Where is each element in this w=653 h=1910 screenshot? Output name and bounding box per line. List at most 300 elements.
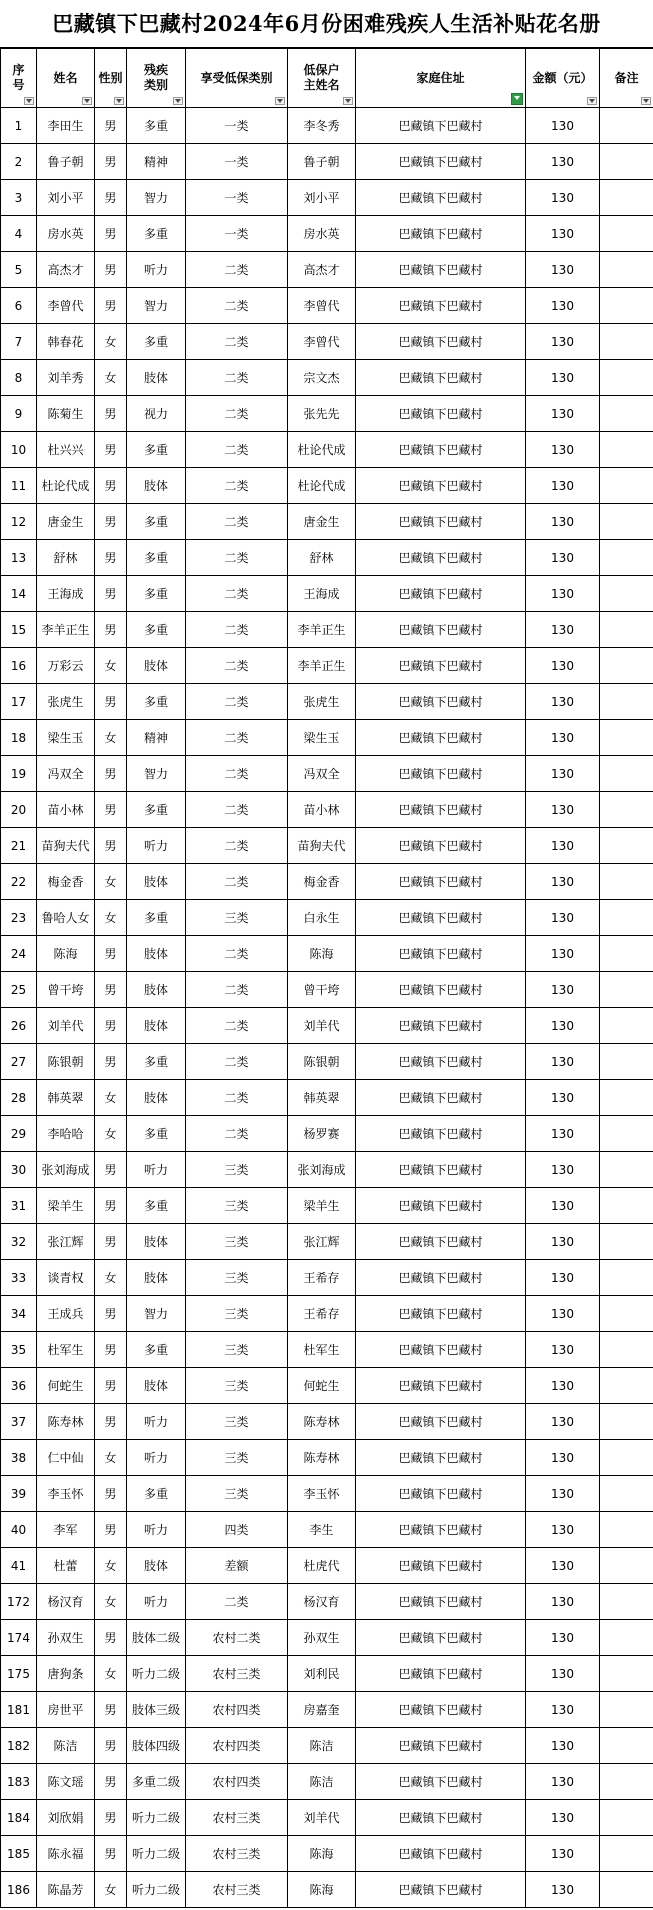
cell-amount[interactable]: 130	[526, 1440, 600, 1476]
cell-remarks[interactable]	[600, 504, 653, 540]
cell-remarks[interactable]	[600, 1512, 653, 1548]
cell-address[interactable]: 巴藏镇下巴藏村	[356, 1116, 526, 1152]
cell-allowance-type[interactable]: 差额	[186, 1548, 288, 1584]
cell-household-head[interactable]: 杜论代成	[288, 432, 356, 468]
cell-allowance-type[interactable]: 二类	[186, 432, 288, 468]
cell-name[interactable]: 何蛇生	[37, 1368, 95, 1404]
cell-gender[interactable]: 女	[95, 324, 127, 360]
cell-seq[interactable]: 4	[1, 216, 37, 252]
cell-amount[interactable]: 130	[526, 1260, 600, 1296]
cell-amount[interactable]: 130	[526, 1872, 600, 1908]
cell-name[interactable]: 杜蕾	[37, 1548, 95, 1584]
col-header-remarks[interactable]: 备注	[600, 49, 653, 108]
cell-address[interactable]: 巴藏镇下巴藏村	[356, 1440, 526, 1476]
cell-gender[interactable]: 男	[95, 1296, 127, 1332]
filter-dropdown-icon[interactable]	[641, 97, 651, 105]
cell-remarks[interactable]	[600, 1080, 653, 1116]
cell-remarks[interactable]	[600, 180, 653, 216]
cell-name[interactable]: 冯双全	[37, 756, 95, 792]
cell-gender[interactable]: 女	[95, 1548, 127, 1584]
cell-remarks[interactable]	[600, 1116, 653, 1152]
cell-name[interactable]: 李曾代	[37, 288, 95, 324]
cell-remarks[interactable]	[600, 1548, 653, 1584]
cell-disability[interactable]: 听力	[127, 1404, 186, 1440]
cell-seq[interactable]: 21	[1, 828, 37, 864]
cell-name[interactable]: 谈青权	[37, 1260, 95, 1296]
cell-household-head[interactable]: 何蛇生	[288, 1368, 356, 1404]
cell-address[interactable]: 巴藏镇下巴藏村	[356, 1764, 526, 1800]
cell-allowance-type[interactable]: 一类	[186, 108, 288, 144]
cell-name[interactable]: 房世平	[37, 1692, 95, 1728]
cell-household-head[interactable]: 曾干垮	[288, 972, 356, 1008]
cell-name[interactable]: 万彩云	[37, 648, 95, 684]
cell-gender[interactable]: 男	[95, 1404, 127, 1440]
cell-disability[interactable]: 多重	[127, 1476, 186, 1512]
cell-allowance-type[interactable]: 二类	[186, 468, 288, 504]
cell-gender[interactable]: 女	[95, 900, 127, 936]
cell-amount[interactable]: 130	[526, 756, 600, 792]
cell-address[interactable]: 巴藏镇下巴藏村	[356, 684, 526, 720]
cell-seq[interactable]: 8	[1, 360, 37, 396]
cell-name[interactable]: 鲁子朝	[37, 144, 95, 180]
active-filter-icon[interactable]	[511, 93, 523, 105]
cell-household-head[interactable]: 杜论代成	[288, 468, 356, 504]
cell-gender[interactable]: 男	[95, 1512, 127, 1548]
cell-seq[interactable]: 174	[1, 1620, 37, 1656]
cell-gender[interactable]: 女	[95, 1584, 127, 1620]
cell-amount[interactable]: 130	[526, 468, 600, 504]
cell-household-head[interactable]: 苗小林	[288, 792, 356, 828]
cell-allowance-type[interactable]: 二类	[186, 792, 288, 828]
cell-amount[interactable]: 130	[526, 1116, 600, 1152]
cell-allowance-type[interactable]: 农村二类	[186, 1620, 288, 1656]
cell-address[interactable]: 巴藏镇下巴藏村	[356, 720, 526, 756]
cell-remarks[interactable]	[600, 1296, 653, 1332]
cell-household-head[interactable]: 张虎生	[288, 684, 356, 720]
cell-seq[interactable]: 25	[1, 972, 37, 1008]
cell-seq[interactable]: 26	[1, 1008, 37, 1044]
cell-name[interactable]: 唐金生	[37, 504, 95, 540]
cell-disability[interactable]: 听力	[127, 1512, 186, 1548]
cell-remarks[interactable]	[600, 360, 653, 396]
cell-seq[interactable]: 13	[1, 540, 37, 576]
cell-address[interactable]: 巴藏镇下巴藏村	[356, 972, 526, 1008]
cell-name[interactable]: 梁生玉	[37, 720, 95, 756]
cell-seq[interactable]: 17	[1, 684, 37, 720]
cell-name[interactable]: 杜论代成	[37, 468, 95, 504]
cell-household-head[interactable]: 陈海	[288, 1872, 356, 1908]
cell-disability[interactable]: 肢体	[127, 936, 186, 972]
cell-name[interactable]: 唐狗条	[37, 1656, 95, 1692]
cell-amount[interactable]: 130	[526, 1080, 600, 1116]
cell-seq[interactable]: 39	[1, 1476, 37, 1512]
filter-dropdown-icon[interactable]	[82, 97, 92, 105]
cell-household-head[interactable]: 王希存	[288, 1260, 356, 1296]
cell-remarks[interactable]	[600, 792, 653, 828]
cell-seq[interactable]: 16	[1, 648, 37, 684]
cell-disability[interactable]: 听力	[127, 1152, 186, 1188]
cell-household-head[interactable]: 杜虎代	[288, 1548, 356, 1584]
cell-seq[interactable]: 19	[1, 756, 37, 792]
cell-remarks[interactable]	[600, 1656, 653, 1692]
cell-gender[interactable]: 男	[95, 288, 127, 324]
cell-seq[interactable]: 11	[1, 468, 37, 504]
cell-allowance-type[interactable]: 二类	[186, 828, 288, 864]
cell-household-head[interactable]: 刘羊代	[288, 1008, 356, 1044]
cell-amount[interactable]: 130	[526, 1404, 600, 1440]
cell-amount[interactable]: 130	[526, 1692, 600, 1728]
cell-gender[interactable]: 女	[95, 1656, 127, 1692]
cell-remarks[interactable]	[600, 612, 653, 648]
cell-seq[interactable]: 18	[1, 720, 37, 756]
cell-seq[interactable]: 181	[1, 1692, 37, 1728]
cell-remarks[interactable]	[600, 1476, 653, 1512]
cell-seq[interactable]: 34	[1, 1296, 37, 1332]
cell-seq[interactable]: 15	[1, 612, 37, 648]
cell-address[interactable]: 巴藏镇下巴藏村	[356, 108, 526, 144]
cell-household-head[interactable]: 李玉怀	[288, 1476, 356, 1512]
cell-remarks[interactable]	[600, 288, 653, 324]
cell-household-head[interactable]: 舒林	[288, 540, 356, 576]
cell-disability[interactable]: 多重	[127, 1116, 186, 1152]
cell-remarks[interactable]	[600, 1800, 653, 1836]
cell-seq[interactable]: 9	[1, 396, 37, 432]
cell-disability[interactable]: 智力	[127, 180, 186, 216]
cell-address[interactable]: 巴藏镇下巴藏村	[356, 216, 526, 252]
cell-allowance-type[interactable]: 三类	[186, 1332, 288, 1368]
cell-address[interactable]: 巴藏镇下巴藏村	[356, 468, 526, 504]
cell-address[interactable]: 巴藏镇下巴藏村	[356, 1080, 526, 1116]
cell-household-head[interactable]: 陈洁	[288, 1728, 356, 1764]
cell-household-head[interactable]: 张江辉	[288, 1224, 356, 1260]
cell-household-head[interactable]: 高杰才	[288, 252, 356, 288]
cell-address[interactable]: 巴藏镇下巴藏村	[356, 504, 526, 540]
cell-household-head[interactable]: 刘羊代	[288, 1800, 356, 1836]
cell-gender[interactable]: 女	[95, 360, 127, 396]
cell-remarks[interactable]	[600, 900, 653, 936]
cell-address[interactable]: 巴藏镇下巴藏村	[356, 1584, 526, 1620]
cell-address[interactable]: 巴藏镇下巴藏村	[356, 1008, 526, 1044]
cell-allowance-type[interactable]: 三类	[186, 1404, 288, 1440]
cell-allowance-type[interactable]: 二类	[186, 1080, 288, 1116]
cell-name[interactable]: 高杰才	[37, 252, 95, 288]
cell-amount[interactable]: 130	[526, 1728, 600, 1764]
cell-disability[interactable]: 肢体	[127, 864, 186, 900]
cell-remarks[interactable]	[600, 1332, 653, 1368]
cell-remarks[interactable]	[600, 1368, 653, 1404]
cell-gender[interactable]: 男	[95, 1764, 127, 1800]
cell-name[interactable]: 张虎生	[37, 684, 95, 720]
cell-name[interactable]: 刘欣娟	[37, 1800, 95, 1836]
cell-allowance-type[interactable]: 二类	[186, 360, 288, 396]
cell-address[interactable]: 巴藏镇下巴藏村	[356, 396, 526, 432]
cell-remarks[interactable]	[600, 1188, 653, 1224]
cell-disability[interactable]: 多重	[127, 684, 186, 720]
cell-household-head[interactable]: 冯双全	[288, 756, 356, 792]
cell-disability[interactable]: 肢体	[127, 648, 186, 684]
cell-name[interactable]: 陈寿林	[37, 1404, 95, 1440]
cell-gender[interactable]: 男	[95, 1836, 127, 1872]
cell-disability[interactable]: 肢体	[127, 468, 186, 504]
cell-allowance-type[interactable]: 二类	[186, 1008, 288, 1044]
cell-allowance-type[interactable]: 二类	[186, 540, 288, 576]
cell-allowance-type[interactable]: 三类	[186, 1368, 288, 1404]
cell-allowance-type[interactable]: 二类	[186, 864, 288, 900]
cell-gender[interactable]: 男	[95, 144, 127, 180]
cell-amount[interactable]: 130	[526, 900, 600, 936]
cell-address[interactable]: 巴藏镇下巴藏村	[356, 936, 526, 972]
cell-seq[interactable]: 33	[1, 1260, 37, 1296]
cell-allowance-type[interactable]: 二类	[186, 1044, 288, 1080]
cell-name[interactable]: 梅金香	[37, 864, 95, 900]
cell-disability[interactable]: 多重	[127, 504, 186, 540]
cell-name[interactable]: 杜兴兴	[37, 432, 95, 468]
cell-remarks[interactable]	[600, 648, 653, 684]
cell-seq[interactable]: 1	[1, 108, 37, 144]
cell-seq[interactable]: 6	[1, 288, 37, 324]
cell-amount[interactable]: 130	[526, 1296, 600, 1332]
cell-remarks[interactable]	[600, 432, 653, 468]
cell-allowance-type[interactable]: 二类	[186, 720, 288, 756]
cell-gender[interactable]: 女	[95, 720, 127, 756]
cell-amount[interactable]: 130	[526, 504, 600, 540]
cell-amount[interactable]: 130	[526, 1476, 600, 1512]
cell-seq[interactable]: 7	[1, 324, 37, 360]
cell-household-head[interactable]: 李曾代	[288, 324, 356, 360]
cell-name[interactable]: 陈海	[37, 936, 95, 972]
cell-household-head[interactable]: 杨罗赛	[288, 1116, 356, 1152]
cell-remarks[interactable]	[600, 576, 653, 612]
col-header-name[interactable]: 姓名	[37, 49, 95, 108]
cell-household-head[interactable]: 杨汉育	[288, 1584, 356, 1620]
cell-disability[interactable]: 多重	[127, 216, 186, 252]
cell-seq[interactable]: 22	[1, 864, 37, 900]
cell-amount[interactable]: 130	[526, 540, 600, 576]
col-header-amount[interactable]: 金额（元）	[526, 49, 600, 108]
col-header-household-head[interactable]: 低保户主姓名	[288, 49, 356, 108]
cell-allowance-type[interactable]: 一类	[186, 144, 288, 180]
cell-address[interactable]: 巴藏镇下巴藏村	[356, 576, 526, 612]
cell-amount[interactable]: 130	[526, 1224, 600, 1260]
cell-seq[interactable]: 20	[1, 792, 37, 828]
cell-amount[interactable]: 130	[526, 324, 600, 360]
cell-amount[interactable]: 130	[526, 1656, 600, 1692]
cell-gender[interactable]: 男	[95, 432, 127, 468]
cell-amount[interactable]: 130	[526, 648, 600, 684]
cell-name[interactable]: 刘小平	[37, 180, 95, 216]
cell-address[interactable]: 巴藏镇下巴藏村	[356, 864, 526, 900]
cell-gender[interactable]: 男	[95, 972, 127, 1008]
cell-disability[interactable]: 多重二级	[127, 1764, 186, 1800]
cell-disability[interactable]: 多重	[127, 432, 186, 468]
cell-name[interactable]: 刘羊代	[37, 1008, 95, 1044]
cell-allowance-type[interactable]: 二类	[186, 504, 288, 540]
cell-remarks[interactable]	[600, 1260, 653, 1296]
cell-allowance-type[interactable]: 三类	[186, 1476, 288, 1512]
cell-seq[interactable]: 38	[1, 1440, 37, 1476]
cell-address[interactable]: 巴藏镇下巴藏村	[356, 1296, 526, 1332]
cell-amount[interactable]: 130	[526, 1368, 600, 1404]
cell-remarks[interactable]	[600, 1584, 653, 1620]
cell-seq[interactable]: 24	[1, 936, 37, 972]
cell-amount[interactable]: 130	[526, 1548, 600, 1584]
filter-dropdown-icon[interactable]	[173, 97, 183, 105]
cell-address[interactable]: 巴藏镇下巴藏村	[356, 792, 526, 828]
cell-address[interactable]: 巴藏镇下巴藏村	[356, 1512, 526, 1548]
cell-address[interactable]: 巴藏镇下巴藏村	[356, 1044, 526, 1080]
cell-address[interactable]: 巴藏镇下巴藏村	[356, 252, 526, 288]
cell-household-head[interactable]: 陈银朝	[288, 1044, 356, 1080]
cell-name[interactable]: 李田生	[37, 108, 95, 144]
cell-gender[interactable]: 女	[95, 648, 127, 684]
cell-seq[interactable]: 186	[1, 1872, 37, 1908]
cell-disability[interactable]: 多重	[127, 1188, 186, 1224]
cell-household-head[interactable]: 梁羊生	[288, 1188, 356, 1224]
cell-gender[interactable]: 男	[95, 396, 127, 432]
cell-remarks[interactable]	[600, 1440, 653, 1476]
cell-gender[interactable]: 女	[95, 1116, 127, 1152]
cell-address[interactable]: 巴藏镇下巴藏村	[356, 1656, 526, 1692]
cell-name[interactable]: 鲁哈人女	[37, 900, 95, 936]
cell-amount[interactable]: 130	[526, 1764, 600, 1800]
cell-gender[interactable]: 男	[95, 252, 127, 288]
cell-household-head[interactable]: 李羊正生	[288, 648, 356, 684]
cell-household-head[interactable]: 刘小平	[288, 180, 356, 216]
cell-address[interactable]: 巴藏镇下巴藏村	[356, 324, 526, 360]
cell-name[interactable]: 舒林	[37, 540, 95, 576]
cell-name[interactable]: 房水英	[37, 216, 95, 252]
cell-disability[interactable]: 听力二级	[127, 1800, 186, 1836]
cell-amount[interactable]: 130	[526, 792, 600, 828]
cell-seq[interactable]: 23	[1, 900, 37, 936]
cell-gender[interactable]: 男	[95, 1692, 127, 1728]
cell-name[interactable]: 王成兵	[37, 1296, 95, 1332]
cell-address[interactable]: 巴藏镇下巴藏村	[356, 900, 526, 936]
cell-allowance-type[interactable]: 三类	[186, 1188, 288, 1224]
cell-amount[interactable]: 130	[526, 1800, 600, 1836]
cell-gender[interactable]: 男	[95, 1224, 127, 1260]
cell-disability[interactable]: 肢体	[127, 1224, 186, 1260]
cell-allowance-type[interactable]: 农村三类	[186, 1656, 288, 1692]
cell-household-head[interactable]: 韩英翠	[288, 1080, 356, 1116]
cell-allowance-type[interactable]: 农村四类	[186, 1692, 288, 1728]
cell-allowance-type[interactable]: 二类	[186, 1584, 288, 1620]
cell-amount[interactable]: 130	[526, 1044, 600, 1080]
cell-disability[interactable]: 听力	[127, 252, 186, 288]
cell-name[interactable]: 陈永福	[37, 1836, 95, 1872]
cell-disability[interactable]: 智力	[127, 1296, 186, 1332]
cell-gender[interactable]: 女	[95, 1260, 127, 1296]
cell-remarks[interactable]	[600, 1224, 653, 1260]
cell-household-head[interactable]: 苗狗夫代	[288, 828, 356, 864]
cell-name[interactable]: 陈文瑶	[37, 1764, 95, 1800]
cell-name[interactable]: 韩春花	[37, 324, 95, 360]
cell-address[interactable]: 巴藏镇下巴藏村	[356, 612, 526, 648]
cell-household-head[interactable]: 刘利民	[288, 1656, 356, 1692]
cell-name[interactable]: 韩英翠	[37, 1080, 95, 1116]
cell-disability[interactable]: 肢体	[127, 1260, 186, 1296]
cell-disability[interactable]: 智力	[127, 288, 186, 324]
cell-gender[interactable]: 男	[95, 108, 127, 144]
cell-household-head[interactable]: 王海成	[288, 576, 356, 612]
cell-remarks[interactable]	[600, 1620, 653, 1656]
cell-remarks[interactable]	[600, 828, 653, 864]
cell-gender[interactable]: 男	[95, 936, 127, 972]
cell-gender[interactable]: 男	[95, 1152, 127, 1188]
cell-seq[interactable]: 3	[1, 180, 37, 216]
cell-household-head[interactable]: 房水英	[288, 216, 356, 252]
cell-gender[interactable]: 女	[95, 1440, 127, 1476]
cell-name[interactable]: 杜军生	[37, 1332, 95, 1368]
cell-household-head[interactable]: 陈寿林	[288, 1440, 356, 1476]
cell-remarks[interactable]	[600, 144, 653, 180]
cell-name[interactable]: 张刘海成	[37, 1152, 95, 1188]
cell-disability[interactable]: 多重	[127, 1044, 186, 1080]
cell-household-head[interactable]: 李冬秀	[288, 108, 356, 144]
cell-amount[interactable]: 130	[526, 1188, 600, 1224]
cell-household-head[interactable]: 鲁子朝	[288, 144, 356, 180]
cell-household-head[interactable]: 李羊正生	[288, 612, 356, 648]
cell-household-head[interactable]: 李曾代	[288, 288, 356, 324]
cell-gender[interactable]: 男	[95, 180, 127, 216]
cell-remarks[interactable]	[600, 108, 653, 144]
cell-household-head[interactable]: 房嘉奎	[288, 1692, 356, 1728]
cell-name[interactable]: 陈洁	[37, 1728, 95, 1764]
cell-amount[interactable]: 130	[526, 432, 600, 468]
cell-gender[interactable]: 男	[95, 1728, 127, 1764]
cell-gender[interactable]: 男	[95, 1044, 127, 1080]
cell-allowance-type[interactable]: 农村三类	[186, 1836, 288, 1872]
cell-address[interactable]: 巴藏镇下巴藏村	[356, 1728, 526, 1764]
cell-gender[interactable]: 女	[95, 1872, 127, 1908]
cell-household-head[interactable]: 陈寿林	[288, 1404, 356, 1440]
cell-remarks[interactable]	[600, 396, 653, 432]
cell-allowance-type[interactable]: 二类	[186, 756, 288, 792]
col-header-allowance-type[interactable]: 享受低保类别	[186, 49, 288, 108]
cell-disability[interactable]: 多重	[127, 108, 186, 144]
cell-amount[interactable]: 130	[526, 288, 600, 324]
cell-disability[interactable]: 听力	[127, 1584, 186, 1620]
cell-address[interactable]: 巴藏镇下巴藏村	[356, 1872, 526, 1908]
cell-gender[interactable]: 女	[95, 864, 127, 900]
cell-address[interactable]: 巴藏镇下巴藏村	[356, 1152, 526, 1188]
cell-disability[interactable]: 听力二级	[127, 1836, 186, 1872]
cell-seq[interactable]: 5	[1, 252, 37, 288]
cell-household-head[interactable]: 张刘海成	[288, 1152, 356, 1188]
cell-allowance-type[interactable]: 三类	[186, 1440, 288, 1476]
cell-disability[interactable]: 肢体二级	[127, 1620, 186, 1656]
col-header-address[interactable]: 家庭住址	[356, 49, 526, 108]
cell-allowance-type[interactable]: 一类	[186, 180, 288, 216]
cell-amount[interactable]: 130	[526, 1332, 600, 1368]
cell-address[interactable]: 巴藏镇下巴藏村	[356, 432, 526, 468]
cell-amount[interactable]: 130	[526, 612, 600, 648]
cell-allowance-type[interactable]: 二类	[186, 576, 288, 612]
cell-household-head[interactable]: 宗文杰	[288, 360, 356, 396]
cell-allowance-type[interactable]: 二类	[186, 1116, 288, 1152]
cell-seq[interactable]: 30	[1, 1152, 37, 1188]
cell-seq[interactable]: 184	[1, 1800, 37, 1836]
cell-remarks[interactable]	[600, 972, 653, 1008]
cell-household-head[interactable]: 张先先	[288, 396, 356, 432]
cell-amount[interactable]: 130	[526, 720, 600, 756]
cell-name[interactable]: 梁羊生	[37, 1188, 95, 1224]
cell-remarks[interactable]	[600, 936, 653, 972]
cell-disability[interactable]: 肢体	[127, 1008, 186, 1044]
cell-seq[interactable]: 2	[1, 144, 37, 180]
cell-disability[interactable]: 听力二级	[127, 1656, 186, 1692]
cell-remarks[interactable]	[600, 864, 653, 900]
